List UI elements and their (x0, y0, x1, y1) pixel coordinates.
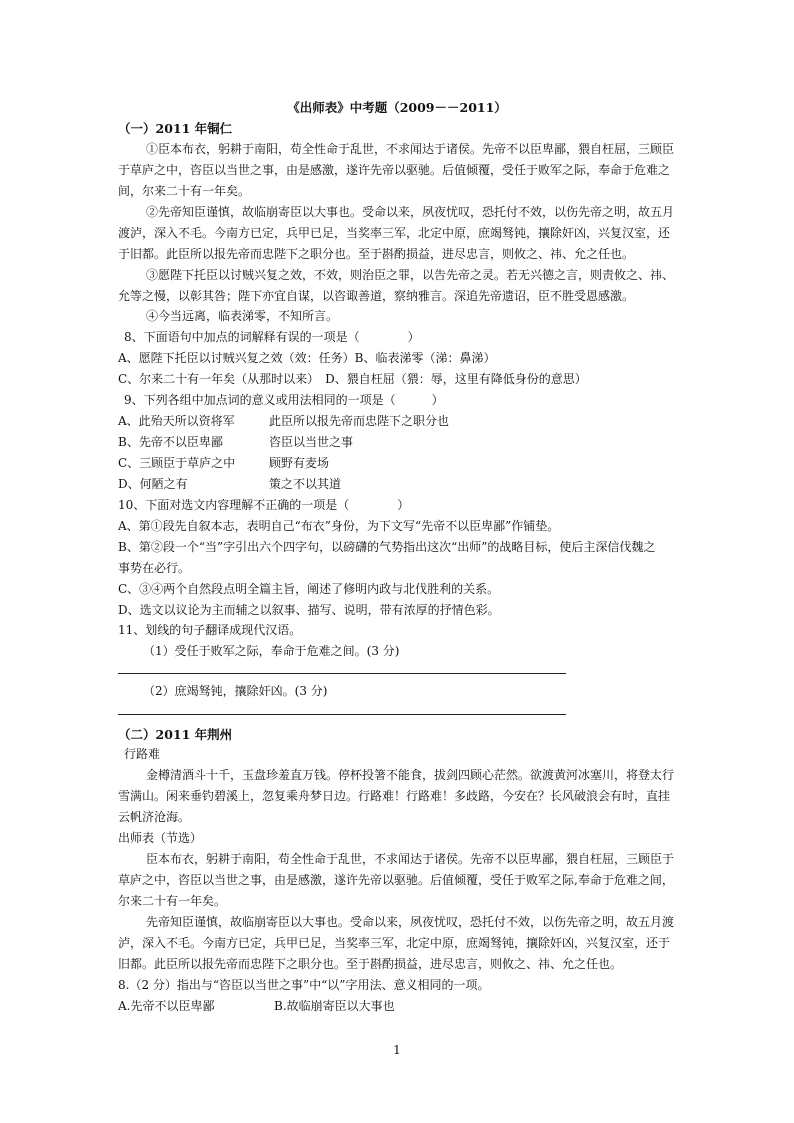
question-9-option-b (118, 432, 678, 453)
question-10-option-b: B、第②段一个“当”字引出六个四字句，以磅礴的气势指出这次“出师”的战略目标，使后主深信伐魏之 (118, 540, 656, 554)
answer-line (118, 673, 566, 674)
passage-line: ④今当远离，临表涕零，不知所言。 (146, 309, 339, 323)
question-9-option-a (118, 411, 678, 432)
question-10-option-b-cont: 事势在必行。 (118, 561, 191, 575)
question-8b-options (118, 996, 678, 1017)
option-a: A.先帝不以臣卑鄙 (118, 999, 215, 1013)
excerpt-title: 出师表（节选） (118, 831, 203, 845)
option-left: D、何陋之有 (118, 477, 188, 491)
question-8b: 8.（2 分）指出与“咨臣以当世之事”中“以”字用法、意义相同的一项。 (118, 978, 490, 992)
question-11-part-2: （2）庶竭驽钝，攘除奸凶。(3 分) (143, 684, 328, 698)
question-9: 9、下列各组中加点词的意义或用法相同的一项是（ ） (124, 393, 444, 407)
section-heading-tongren: （一）2011 年铜仁 (118, 121, 233, 136)
option-right: 此臣所以报先帝而忠陛下之职分也 (269, 414, 450, 428)
page-number: 1 (393, 1043, 401, 1057)
question-8-options-ab: A、愿陛下托臣以讨贼兴复之效（效：任务）B、临表涕零（涕：鼻涕） (118, 351, 496, 365)
passage-line: ③愿陛下托臣以讨贼兴复之效，不效，则治臣之罪，以告先帝之灵。若无兴德之言，则责攸之、祎、 (146, 268, 675, 282)
passage-line: 允等之慢，以彰其咎；陛下亦宜自谋，以咨诹善道，察纳雅言。深追先帝遗诏，臣不胜受恩感激。 (118, 289, 635, 303)
question-9-option-c (118, 453, 678, 474)
question-8: 8、下面语句中加点的词解释有误的一项是（ ） (124, 330, 420, 344)
passage-line: 渡泸，深入不毛。今南方已定，兵甲已足，当奖率三军，北定中原，庶竭驽钝，攘除奸凶，兴复汉室，还 (118, 226, 671, 240)
option-left: C、三顾臣于草庐之中 (118, 456, 236, 470)
option-left: A、此殆天所以资将军 (118, 414, 235, 428)
passage-line: 间，尔来二十有一年矣。 (118, 184, 251, 198)
excerpt-line: 旧都。此臣所以报先帝而忠陛下之职分也。至于斟酌损益，进尽忠言，则攸之、祎、允之任也。 (118, 957, 623, 971)
question-11: 11、划线的句子翻译成现代汉语。 (118, 623, 302, 637)
poem-line: 雪满山。闲来垂钓碧溪上，忽复乘舟梦日边。行路难！行路难！多歧路，今安在？长风破浪会有时，直挂 (118, 789, 671, 803)
excerpt-line: 草庐之中，咨臣以当世之事，由是感激，遂许先帝以驱驰。后值倾覆，受任于败军之际,奉命于危难之间， (118, 873, 674, 887)
option-right: 顾野有麦场 (269, 456, 330, 470)
excerpt-line: 臣本布衣，躬耕于南阳，苟全性命于乱世，不求闻达于诸侯。先帝不以臣卑鄙，猥自枉屈，三顾臣于 (146, 852, 675, 866)
option-right: 咨臣以当世之事 (269, 435, 354, 449)
poem-title: 行路难 (124, 747, 161, 761)
document-title: 《出师表》中考题（2009－－2011） (287, 100, 507, 115)
option-b: B.故临崩寄臣以大事也 (274, 999, 395, 1013)
passage-line: ①臣本布衣，躬耕于南阳，苟全性命于乱世，不求闻达于诸侯。先帝不以臣卑鄙，猥自枉屈，三顾臣 (146, 142, 675, 156)
excerpt-line: 尔来二十有一年矣。 (118, 894, 227, 908)
section-heading-jingzhou: （二）2011 年荆州 (118, 727, 233, 742)
passage-line: 于草庐之中，咨臣以当世之事，由是感激，遂许先帝以驱驰。后值倾覆，受任于败军之际，奉命于危难之 (118, 163, 671, 177)
option-left: B、先帝不以臣卑鄙 (118, 435, 223, 449)
option-right: 策之不以其道 (269, 477, 342, 491)
poem-line: 金樽清酒斗十千，玉盘珍羞直万钱。停杯投箸不能食，拔剑四顾心茫然。欲渡黄河冰塞川，将登太行 (146, 768, 675, 782)
passage-line: ②先帝知臣谨慎，故临崩寄臣以大事也。受命以来，夙夜忧叹，恐托付不效，以伤先帝之明，故五月 (146, 205, 675, 219)
passage-line: 于旧都。此臣所以报先帝而忠陛下之职分也。至于斟酌损益，进尽忠言，则攸之、祎、允之任也。 (118, 247, 635, 261)
poem-line: 云帆济沧海。 (118, 810, 191, 824)
excerpt-line: 先帝知臣谨慎，故临崩寄臣以大事也。受命以来，夙夜忧叹，恐托付不效，以伤先帝之明，故五月渡 (146, 915, 675, 929)
question-10-option-c: C、③④两个自然段点明全篇主旨，阐述了修明内政与北伐胜利的关系。 (118, 582, 500, 596)
excerpt-line: 泸，深入不毛。今南方已定，兵甲已足，当奖率三军，北定中原，庶竭驽钝，攘除奸凶，兴复汉室，还于 (118, 936, 671, 950)
answer-line (118, 714, 566, 715)
question-9-option-d (118, 474, 678, 495)
question-8-options-cd: C、尔来二十有一年矣（从那时以来） D、猥自枉屈（猥：辱，这里有降低身份的意思） (118, 372, 587, 386)
question-11-part-1: （1）受任于败军之际，奉命于危难之间。(3 分) (143, 644, 400, 658)
question-10-option-d: D、选文以议论为主而辅之以叙事、描写、说明，带有浓厚的抒情色彩。 (118, 603, 500, 617)
question-10: 10、下面对选文内容理解不正确的一项是（ ） (118, 498, 410, 512)
question-10-option-a: A、第①段先自叙本志，表明自己“布衣”身份，为下文写“先帝不以臣卑鄙”作铺垫。 (118, 519, 560, 533)
